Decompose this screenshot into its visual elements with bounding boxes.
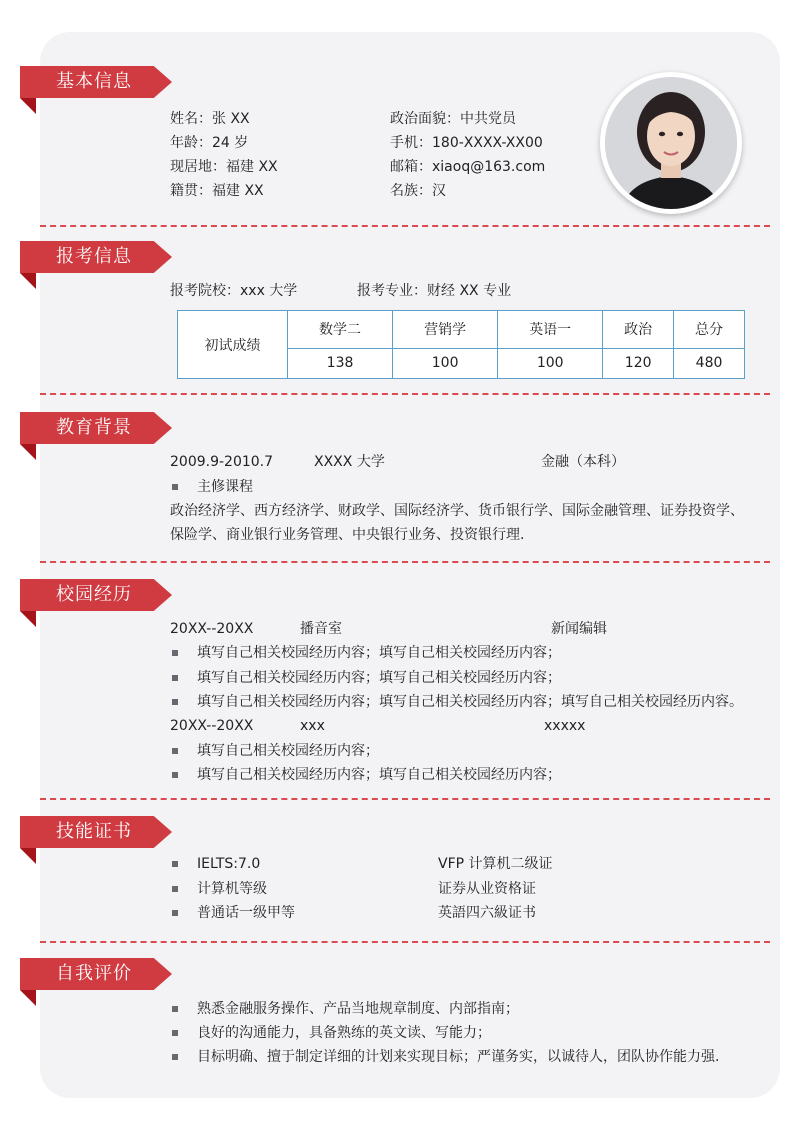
skill-item: 证券从业资格证 bbox=[438, 881, 536, 897]
skill-item: 普通话一级甲等 bbox=[197, 905, 295, 921]
skill-item: 英語四六級证书 bbox=[438, 905, 536, 921]
score-header-cell: 总分 bbox=[674, 311, 745, 349]
campus-exp2-period: 20XX--20XX bbox=[170, 718, 254, 734]
score-value-cell: 138 bbox=[288, 348, 393, 378]
section-header-basic bbox=[20, 66, 172, 114]
score-header-cell: 数学二 bbox=[288, 311, 393, 349]
score-value-cell: 120 bbox=[603, 348, 674, 378]
bullet-icon bbox=[172, 1006, 178, 1012]
section-divider bbox=[40, 941, 770, 943]
bullet-icon bbox=[172, 861, 178, 867]
profile-photo bbox=[600, 72, 742, 214]
bullet-icon bbox=[172, 699, 178, 705]
section-banner-fold bbox=[20, 444, 36, 460]
campus-exp1-org: 播音室 bbox=[300, 621, 342, 637]
section-banner-fold bbox=[20, 990, 36, 1006]
section-title-education: 教育背景 bbox=[56, 417, 132, 438]
section-header-skills bbox=[20, 816, 172, 864]
bullet-icon bbox=[172, 1030, 178, 1036]
bullet-icon bbox=[172, 1054, 178, 1060]
bullet-icon bbox=[172, 675, 178, 681]
skill-item: VFP 计算机二级证 bbox=[438, 856, 553, 872]
courses-line: 保险学、商业银行业务管理、中央银行业务、投资银行理. bbox=[170, 527, 525, 543]
self-eval-item: 良好的沟通能力，具备熟练的英文读、写能力； bbox=[197, 1025, 491, 1041]
bullet-icon bbox=[172, 772, 178, 778]
section-header-exam bbox=[20, 241, 172, 289]
section-header-self bbox=[20, 958, 172, 1006]
campus-item: 填写自己相关校园经历内容；填写自己相关校园经历内容； bbox=[197, 767, 561, 783]
basic-age: 年龄：24 岁 bbox=[170, 135, 249, 151]
section-banner-fold bbox=[20, 611, 36, 627]
campus-item: 填写自己相关校园经历内容；填写自己相关校园经历内容； bbox=[197, 670, 561, 686]
campus-item: 填写自己相关校园经历内容；填写自己相关校园经历内容；填写自己相关校园经历内容。 bbox=[197, 694, 743, 710]
basic-name: 姓名：张 XX bbox=[170, 111, 250, 127]
education-degree: 金融（本科） bbox=[541, 454, 625, 470]
exam-school: 报考院校：xxx 大学 bbox=[170, 283, 298, 299]
section-header-campus bbox=[20, 579, 172, 627]
basic-ethnicity: 名族：汉 bbox=[390, 183, 446, 199]
basic-location: 现居地：福建 XX bbox=[170, 159, 278, 175]
campus-item: 填写自己相关校园经历内容； bbox=[197, 743, 379, 759]
bullet-icon bbox=[172, 886, 178, 892]
exam-major: 报考专业：财经 XX 专业 bbox=[357, 283, 512, 299]
campus-exp2-role: xxxxx bbox=[544, 718, 586, 734]
score-header-cell: 英语一 bbox=[498, 311, 603, 349]
section-banner-fold bbox=[20, 273, 36, 289]
bullet-icon bbox=[172, 910, 178, 916]
campus-item: 填写自己相关校园经历内容；填写自己相关校园经历内容； bbox=[197, 645, 561, 661]
education-school: XXXX 大学 bbox=[314, 454, 385, 470]
basic-email: 邮箱：xiaoq@163.com bbox=[390, 159, 546, 175]
score-value-cell: 100 bbox=[498, 348, 603, 378]
section-title-campus: 校园经历 bbox=[56, 584, 132, 605]
bullet-icon bbox=[172, 484, 178, 490]
skill-item: IELTS:7.0 bbox=[197, 856, 261, 872]
score-value-cell: 480 bbox=[674, 348, 745, 378]
campus-exp1-period: 20XX--20XX bbox=[170, 621, 254, 637]
section-title-basic: 基本信息 bbox=[56, 71, 132, 92]
basic-phone: 手机：180-XXXX-XX00 bbox=[390, 135, 543, 151]
exam-score-table bbox=[177, 310, 745, 379]
section-banner-fold bbox=[20, 98, 36, 114]
skill-item: 计算机等级 bbox=[197, 881, 267, 897]
basic-politics: 政治面貌：中共党员 bbox=[390, 111, 516, 127]
score-value-cell: 100 bbox=[393, 348, 498, 378]
score-row-label: 初试成绩 bbox=[178, 311, 288, 379]
bullet-icon bbox=[172, 748, 178, 754]
section-divider bbox=[40, 798, 770, 800]
section-divider bbox=[40, 225, 770, 227]
section-title-self: 自我评价 bbox=[56, 963, 132, 984]
section-header-education bbox=[20, 412, 172, 460]
score-table-header-row bbox=[178, 311, 745, 349]
score-header-cell: 营销学 bbox=[393, 311, 498, 349]
section-divider bbox=[40, 393, 770, 395]
bullet-icon bbox=[172, 650, 178, 656]
courses-title: 主修课程 bbox=[197, 479, 253, 495]
section-divider bbox=[40, 561, 770, 563]
courses-line: 政治经济学、西方经济学、财政学、国际经济学、货币银行学、国际金融管理、证券投资学、 bbox=[170, 503, 744, 519]
education-period: 2009.9-2010.7 bbox=[170, 454, 274, 470]
score-header-cell: 政治 bbox=[603, 311, 674, 349]
portrait-illustration bbox=[600, 72, 742, 214]
self-eval-item: 熟悉金融服务操作、产品当地规章制度、内部指南； bbox=[197, 1001, 519, 1017]
section-title-exam: 报考信息 bbox=[56, 246, 132, 267]
campus-exp2-org: xxx bbox=[300, 718, 325, 734]
self-eval-item: 目标明确、擅于制定详细的计划来实现目标；严谨务实，以诚待人，团队协作能力强. bbox=[197, 1049, 720, 1065]
section-title-skills: 技能证书 bbox=[56, 821, 132, 842]
section-banner-fold bbox=[20, 848, 36, 864]
campus-exp1-role: 新闻编辑 bbox=[551, 621, 607, 637]
basic-origin: 籍贯：福建 XX bbox=[170, 183, 264, 199]
